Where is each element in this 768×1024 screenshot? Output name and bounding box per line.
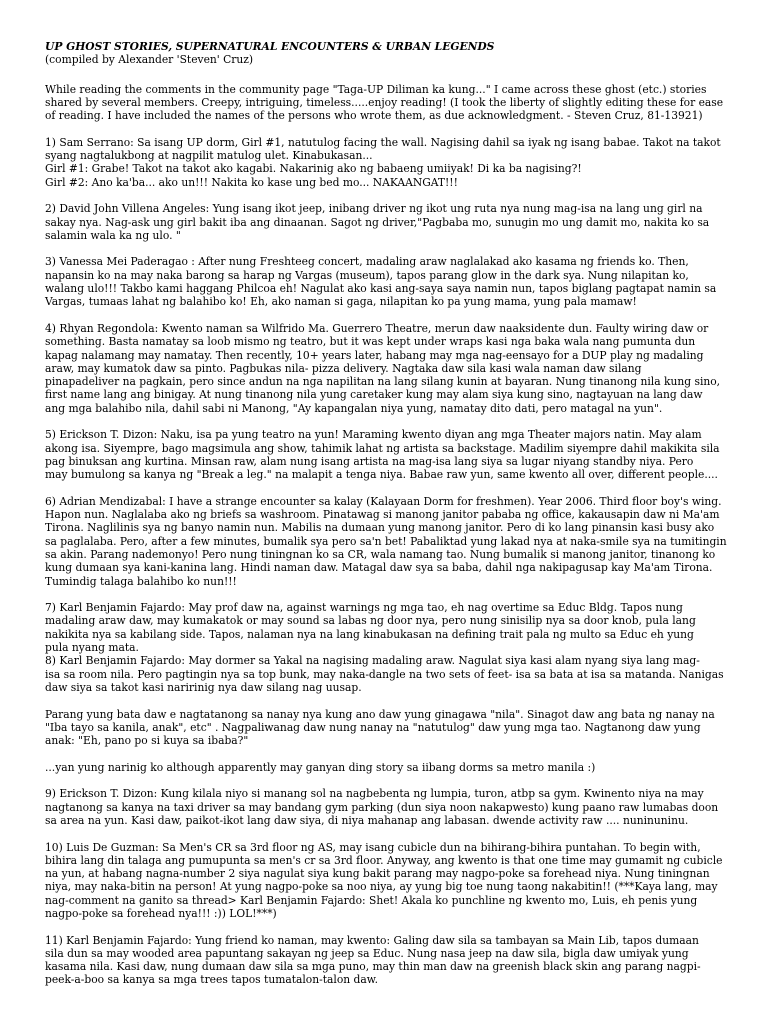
story-paragraph bbox=[45, 708, 729, 748]
story-paragraph bbox=[45, 202, 729, 242]
story-paragraph bbox=[45, 495, 729, 588]
text-line: ang mga balahibo nila, dahil sabi ni Manong, "Ay kapangalan niya yung, namatay dito dati, pero matagal na yun". bbox=[45, 401, 663, 415]
text-line: anak: "Eh, pano po si kuya sa ibaba?" bbox=[45, 734, 249, 748]
text-line: niya, may naka-bitin na person! At yung nagpo-poke sa noo niya, ay yung big toe nung taong nakabitin!! (***Kaya lang, may bbox=[45, 880, 718, 894]
text-line: 8) Karl Benjamin Fajardo: May dormer sa Yakal na nagising madaling araw. Nagulat siya kasi alam nyang siya lang mag- bbox=[45, 654, 700, 668]
text-line: na yun, at habang nagna-number 2 siya nagulat siya kung bakit parang may nagpo-poke sa forehead niya. Nung tiningnan bbox=[45, 867, 710, 881]
story-paragraph bbox=[45, 428, 729, 481]
text-line: Parang yung bata daw e nagtatanong sa nanay nya kung ano daw yung ginagawa "nila". Sinagot daw ang bata ng nanay na bbox=[45, 707, 715, 721]
text-line: shared by several members. Creepy, intriguing, timeless.....enjoy reading! (I took the liberty of slightly editing these for ease bbox=[45, 95, 724, 109]
text-line: 5) Erickson T. Dizon: Naku, isa pa yung teatro na yun! Maraming kwento diyan ang mga Theater majors natin. May alam bbox=[45, 428, 702, 442]
text-line: nagtanong sa kanya na taxi driver sa may bandang gym parking (dun siya noon nakapwesto) kung paano raw lumabas doon bbox=[45, 800, 719, 814]
text-line: isa sa room nila. Pero pagtingin nya sa top bunk, may naka-dangle na two sets of feet- isa sa bata at isa sa matanda. Nanigas bbox=[45, 667, 724, 681]
text-line: 7) Karl Benjamin Fajardo: May prof daw na, against warnings ng mga tao, eh nag overtime sa Educ Bldg. Tapos nung bbox=[45, 601, 683, 615]
text-line: "Iba tayo sa kanila, anak", etc" . Nagpaliwanag daw nung nanay na "natutulog" daw yung mga tao. Nagtanong daw yung bbox=[45, 720, 701, 734]
text-line: kung dumaan sya kani-kanina lang. Hindi naman daw. Matagal daw sya sa baba, dahil nga nakipagusap kay Ma'am Tirona. bbox=[45, 561, 713, 575]
text-line: nagpo-poke sa forehead nya!!! :)) LOL!***) bbox=[45, 907, 277, 920]
text-line: pinapadeliver na pagkain, pero since andun na nga napilitan na lang silang kunin at bayaran. Nung tinanong nila kung sino, bbox=[45, 375, 721, 389]
text-line: pag binuksan ang kurtina. Minsan raw, alam nung isang artista na mag-isa lang siya sa lugar niyang standby niya. Pero bbox=[45, 454, 694, 468]
text-line: bihira lang din talaga ang pumupunta sa men's cr sa 3rd floor. Anyway, ang kwento is that one time may gumamit ng cubicle bbox=[45, 853, 723, 867]
story-paragraph bbox=[45, 934, 729, 987]
text-line: may bumulong sa kanya ng "Break a leg." na malapit a tenga niya. Babae raw yun, same kwento all over, different people.... bbox=[45, 468, 718, 482]
text-line: 9) Erickson T. Dizon: Kung kilala niyo si manang sol na nagbebenta ng lumpia, turon, atbp sa gym. Kwinento niya na may bbox=[45, 787, 704, 801]
story-paragraph bbox=[45, 761, 729, 774]
text-line: araw, may kumatok daw sa pinto. Pagbukas nila- pizza delivery. Nagtaka daw sila kasi wala naman daw silang bbox=[45, 361, 642, 375]
story-paragraph bbox=[45, 322, 729, 415]
text-line: sa paglalaba. Pero, after a few minutes, bumalik sya pero sa'n bet! Pabaliktad yung lakad nya at naka-smile sya na tumitingin bbox=[45, 534, 727, 548]
text-line: sila dun sa may wooded area papuntang sakayan ng jeep sa Educ. Nung nasa jeep na daw sila, bigla daw umiyak yung bbox=[45, 946, 689, 960]
story-paragraph bbox=[45, 787, 729, 827]
text-line: of reading. I have included the names of the persons who wrote them, as due acknowledgment. - Steven Cruz, 81-13921) bbox=[45, 109, 703, 123]
text-line: salamin wala ka ng ulo. " bbox=[45, 228, 181, 242]
text-line: 10) Luis De Guzman: Sa Men's CR sa 3rd floor ng AS, may isang cubicle dun na bihirang-bihira puntahan. To begin with, bbox=[45, 840, 701, 854]
story-paragraph bbox=[45, 136, 729, 189]
document-page bbox=[45, 40, 729, 1000]
text-line: syang nagtalukbong at nagpilit matulog ulet. Kinabukasan... bbox=[45, 149, 373, 163]
text-line: Tirona. Naglilinis sya ng banyo namin nun. Mabilis na dumaan yung manong janitor. Pero di ko lang pinansin kasi busy ako bbox=[45, 521, 715, 535]
text-line: Hapon nun. Naglalaba ako ng briefs sa washroom. Pinatawag si manong janitor pababa ng office, kakausapin daw ni Ma'am bbox=[45, 508, 720, 522]
document-subtitle: (compiled by Alexander 'Steven' Cruz) bbox=[45, 53, 254, 67]
text-line: sa area na yun. Kasi daw, paikot-ikot lang daw siya, di niya mahanap ang labasan. dwende activity raw .... nuninuninu. bbox=[45, 813, 689, 827]
text-line: Girl #1: Grabe! Takot na takot ako kagabi. Nakarinig ako ng babaeng umiiyak! Di ka ba nagising?! bbox=[45, 162, 582, 176]
text-line: ...yan yung narinig ko although apparently may ganyan ding story sa iibang dorms sa metro manila :) bbox=[45, 760, 596, 774]
document-title: UP GHOST STORIES, SUPERNATURAL ENCOUNTERS & URBAN LEGENDS bbox=[45, 40, 495, 53]
text-line: Tumindig talaga balahibo ko nun!!! bbox=[45, 574, 237, 588]
text-line: peek-a-boo sa kanya sa mga trees tapos tumatalon-talon daw. bbox=[45, 973, 379, 987]
story-paragraph bbox=[45, 601, 729, 694]
text-line: While reading the comments in the community page "Taga-UP Diliman ka kung..." I came across these ghost (etc.) stories bbox=[45, 82, 707, 96]
text-line: akong isa. Siyempre, bago magsimula ang show, tahimik lahat ng artista sa backstage. Madilim siyempre dahil makikita sila bbox=[45, 441, 720, 455]
story-paragraph bbox=[45, 255, 729, 308]
text-line: Vargas, tumaas lahat ng balahibo ko! Eh, ako naman si gaga, nilapitan ko pa yung mama, yung pala mamaw! bbox=[45, 295, 637, 309]
text-line: kasama nila. Kasi daw, nung dumaan daw sila sa mga puno, may thin man daw na greenish black skin ang parang nagpi- bbox=[45, 960, 701, 974]
text-line: daw siya sa takot kasi naririnig nya daw silang nag uusap. bbox=[45, 680, 362, 694]
text-line: sakay nya. Nag-ask ung girl bakit iba ang dinaanan. Sagot ng driver,"Pagbaba mo, sunugin mo ung damit mo, nakita ko sa bbox=[45, 215, 710, 229]
text-line: sa akin. Parang nademonyo! Pero nung tiningnan ko sa CR, wala namang tao. Nung bumalik si manong janitor, tinanong ko bbox=[45, 547, 716, 561]
text-line: 6) Adrian Mendizabal: I have a strange encounter sa kalay (Kalayaan Dorm for freshmen). Year 2006. Third floor boy's wing. bbox=[45, 494, 722, 508]
text-line: 1) Sam Serrano: Sa isang UP dorm, Girl #1, natutulog facing the wall. Nagising dahil sa iyak ng isang babae. Takot na takot bbox=[45, 135, 721, 149]
text-line: Girl #2: Ano ka'ba... ako un!!! Nakita ko kase ung bed mo... NAKAANGAT!!! bbox=[45, 175, 458, 189]
text-line: walang ulo!!! Takbo kami haggang Philcoa eh! Nagulat ako kasi ang-saya saya namin nun, tapos biglang pagtapat namin sa bbox=[45, 282, 717, 296]
document-body bbox=[45, 83, 729, 987]
text-line: first name lang ang binigay. At nung tinanong nila yung caretaker kung may alam siya kung sino, nagtayuan na lang daw bbox=[45, 388, 703, 402]
text-line: napansin ko na may naka barong sa harap ng Vargas (museum), tapos parang glow in the dark sya. Nung nilapitan ko, bbox=[45, 268, 689, 282]
text-line: kapag nalamang may namatay. Then recently, 10+ years later, habang may mga nag-eensayo for a DUP play ng madaling bbox=[45, 348, 704, 362]
text-line: 2) David John Villena Angeles: Yung isang ikot jeep, inibang driver ng ikot ung ruta nya nung mag-isa na lang ung girl na bbox=[45, 202, 703, 216]
text-line: 4) Rhyan Regondola: Kwento naman sa Wilfrido Ma. Guerrero Theatre, merun daw naaksidente dun. Faulty wiring daw or bbox=[45, 321, 709, 335]
text-line: pula nyang mata. bbox=[45, 641, 139, 655]
story-paragraph bbox=[45, 83, 729, 123]
story-paragraph bbox=[45, 841, 729, 921]
text-line: 11) Karl Benjamin Fajardo: Yung friend ko naman, may kwento: Galing daw sila sa tambayan sa Main Lib, tapos dumaan bbox=[45, 933, 699, 947]
text-line: something. Basta namatay sa loob mismo ng teatro, but it was kept under wraps kasi nga baka wala nang pumunta dun bbox=[45, 335, 696, 349]
text-line: nakikita nya sa kabilang side. Tapos, nalaman nya na lang kinabukasan na defining trait pala ng multo sa Educ eh yung bbox=[45, 627, 694, 641]
text-line: nag-comment na ganito sa thread> Karl Benjamin Fajardo: Shet! Akala ko punchline ng kwento mo, Luis, eh penis yung bbox=[45, 893, 698, 907]
text-line: 3) Vanessa Mei Paderagao : After nung Freshteeg concert, madaling araw naglalakad ako kasama ng friends ko. Then, bbox=[45, 255, 689, 269]
text-line: madaling araw daw, may kumakatok or may sound sa labas ng door nya, pero nung sinisilip nya sa door knob, pula lang bbox=[45, 614, 696, 628]
